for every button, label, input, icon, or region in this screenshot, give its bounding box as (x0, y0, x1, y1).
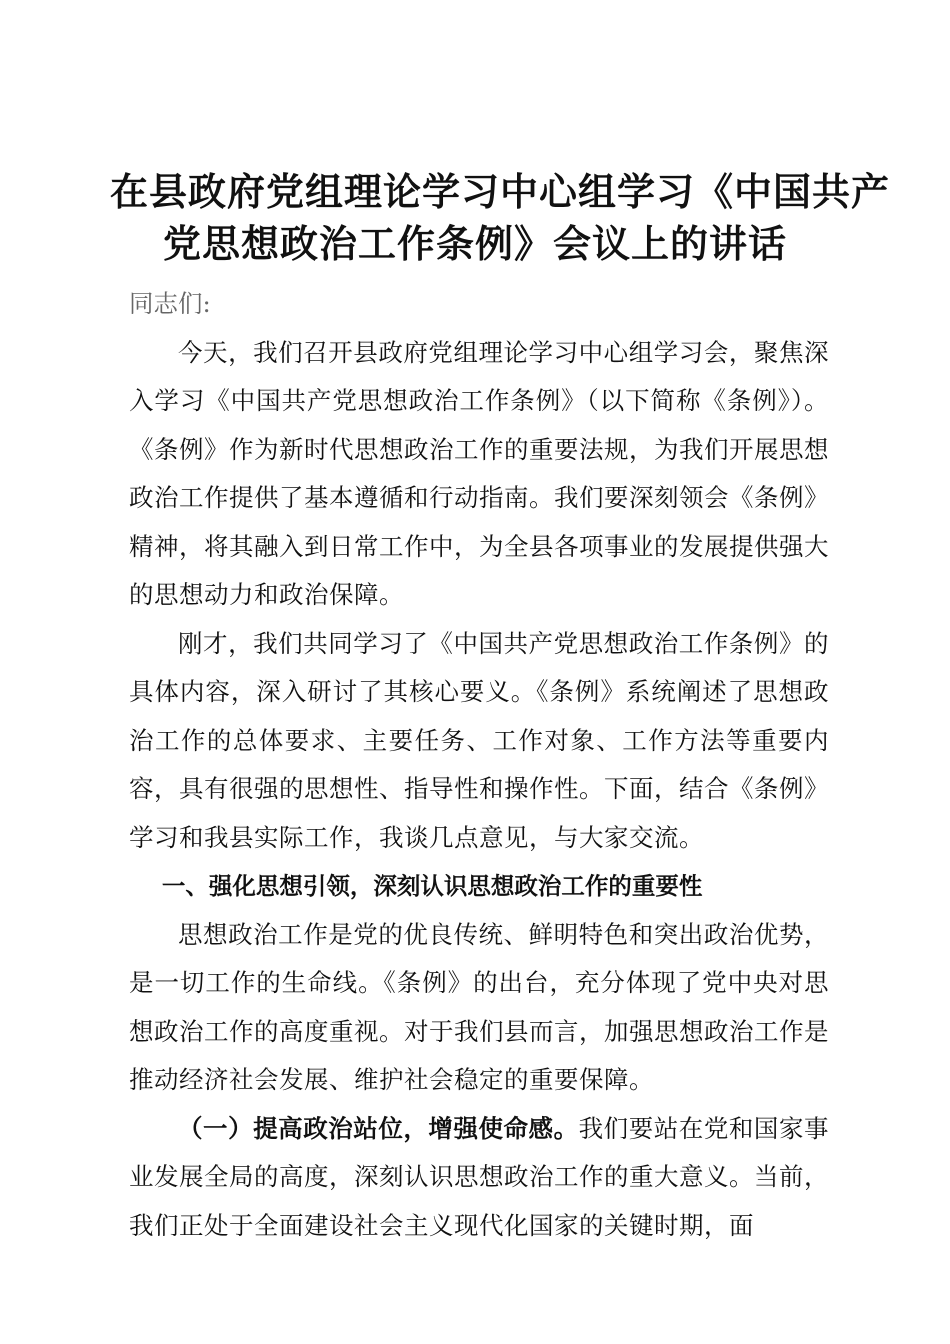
greeting: 同志们: (129, 289, 211, 318)
subsection-1-text: 我们要站在党和国家事业发展全局的高度，深刻认识思想政治工作的重大意义。当前，我们正处于全面建设社会主义现代化国家的关键时期，面 (129, 1113, 829, 1240)
document-body (129, 280, 829, 1250)
paragraph-summary: 刚才，我们共同学习了《中国共产党思想政治工作条例》的具体内容，深入研讨了其核心要义。《条例》系统阐述了思想政治工作的总体要求、主要任务、工作对象、工作方法等重要内容，具有很强的思想性、指导性和操作性。下面，结合《条例》学习和我县实际工作，我谈几点意见，与大家交流。 (129, 628, 829, 852)
paragraph-subsection-1 (129, 1105, 829, 1251)
document-title (110, 166, 891, 270)
title-line-1: 在县政府党组理论学习中心组学习《中国共产 (110, 170, 891, 214)
paragraph-opening: 今天，我们召开县政府党组理论学习中心组学习会，聚焦深入学习《中国共产党思想政治工作条例》（以下简称《条例》）。《条例》作为新时代思想政治工作的重要法规，为我们开展思想政治工作提供了基本遵循和行动指南。我们要深刻领会《条例》精神，将其融入到日常工作中，为全县各项事业的发展提供强大的思想动力和政治保障。 (129, 337, 829, 609)
subsection-1-lead: （一）提高政治站位，增强使命感。 (178, 1113, 579, 1143)
title-line-2: 党思想政治工作条例》会议上的讲话 (162, 222, 787, 266)
paragraph-section-1: 思想政治工作是党的优良传统、鲜明特色和突出政治优势，是一切工作的生命线。《条例》的出台，充分体现了党中央对思想政治工作的高度重视。对于我们县而言，加强思想政治工作是推动经济社会发展、维护社会稳定的重要保障。 (129, 919, 829, 1094)
section-heading-1: 一、强化思想引领，深刻认识思想政治工作的重要性 (161, 872, 703, 900)
